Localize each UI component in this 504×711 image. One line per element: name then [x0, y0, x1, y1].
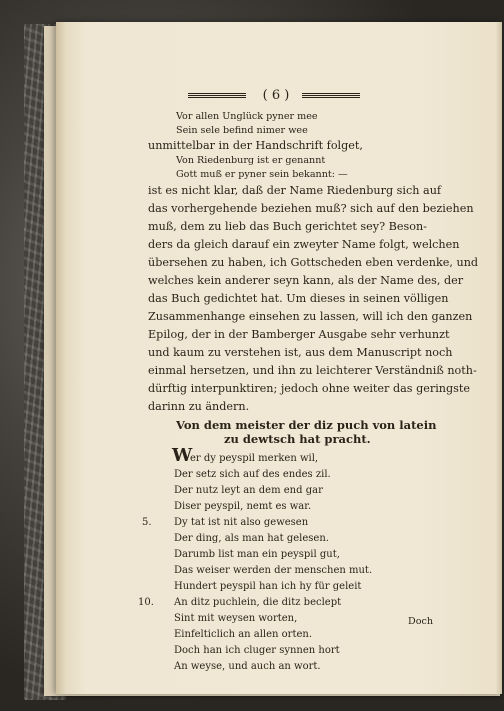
- body-line: das Buch gedichtet hat. Um dieses in seinen völligen: [148, 292, 449, 305]
- poem-line: Einfelticlich an allen orten.: [174, 629, 313, 640]
- body-line: Epilog, der in der Bamberger Ausgabe sehr verhunzt: [148, 328, 450, 341]
- section-heading: zu dewtsch hat pracht.: [224, 432, 371, 446]
- verse-intro-line: unmittelbar in der Handschrift folget,: [148, 139, 363, 152]
- catchword: Doch: [408, 616, 434, 627]
- poem-line: Hundert peyspil han ich hy für geleit: [174, 581, 362, 592]
- poem-line: Der ding, als man hat gelesen.: [174, 533, 329, 544]
- drop-cap: W: [172, 445, 193, 466]
- body-line: dürftig interpunktiren; jedoch ohne weiter das geringste: [148, 382, 471, 395]
- body-line: muß, dem zu lieb das Buch gerichtet sey? Beson-: [148, 220, 427, 233]
- poem-line: Das weiser werden der menschen mut.: [174, 565, 373, 576]
- line-number: 10.: [138, 597, 154, 608]
- body-line: das vorhergehende beziehen muß? sich auf den beziehen: [148, 202, 474, 215]
- body-line: und kaum zu verstehen ist, aus dem Manuscript noch: [148, 346, 453, 359]
- body-line: übersehen zu haben, ich Gottscheden eben verdenke, und: [148, 256, 479, 269]
- poem-line: An weyse, und auch an wort.: [174, 661, 321, 672]
- page-number: ( 6 ): [262, 88, 290, 103]
- body-line: ders da gleich darauf ein zweyter Name folgt, welchen: [148, 238, 460, 251]
- poem-line: Der nutz leyt an dem end gar: [174, 485, 323, 496]
- poem-line: An ditz puchlein, die ditz beclept: [174, 597, 342, 608]
- poem-line: Der setz sich auf des endes zil.: [174, 469, 331, 480]
- page-text: [56, 22, 502, 694]
- body-line: Zusammenhange einsehen zu lassen, will ich den ganzen: [148, 310, 473, 323]
- page-header: [56, 88, 502, 104]
- poem-line: Dy tat ist nit also gewesen: [174, 517, 309, 528]
- poem-line: Sint mit weysen worten,: [174, 613, 298, 624]
- body-line: darinn zu ändern.: [148, 400, 250, 413]
- verse-intro-line: Sein sele befind nimer wee: [176, 125, 308, 136]
- verse-intro-line: Gott muß er pyner sein bekannt: —: [176, 169, 348, 180]
- poem-line: Diser peyspil, nemt es war.: [174, 501, 312, 512]
- line-number: 5.: [142, 517, 152, 528]
- header-rule-right: [302, 93, 360, 99]
- poem-line: Darumb list man ein peyspil gut,: [174, 549, 340, 560]
- verse-intro-line: Von Riedenburg ist er genannt: [176, 155, 326, 166]
- book-page: [56, 22, 502, 694]
- header-rule-left: [188, 93, 246, 99]
- verse-intro-line: Vor allen Unglück pyner mee: [176, 111, 318, 122]
- body-line: welches kein anderer seyn kann, als der Name des, der: [148, 274, 464, 287]
- section-heading: Von dem meister der diz puch von latein: [176, 418, 437, 432]
- body-line: einmal hersetzen, und ihn zu leichterer Verständniß noth-: [148, 364, 477, 377]
- poem-line: er dy peyspil merken wil,: [190, 453, 319, 464]
- body-line: ist es nicht klar, daß der Name Riedenburg sich auf: [148, 184, 442, 197]
- poem-line: Doch han ich cluger synnen hort: [174, 645, 340, 656]
